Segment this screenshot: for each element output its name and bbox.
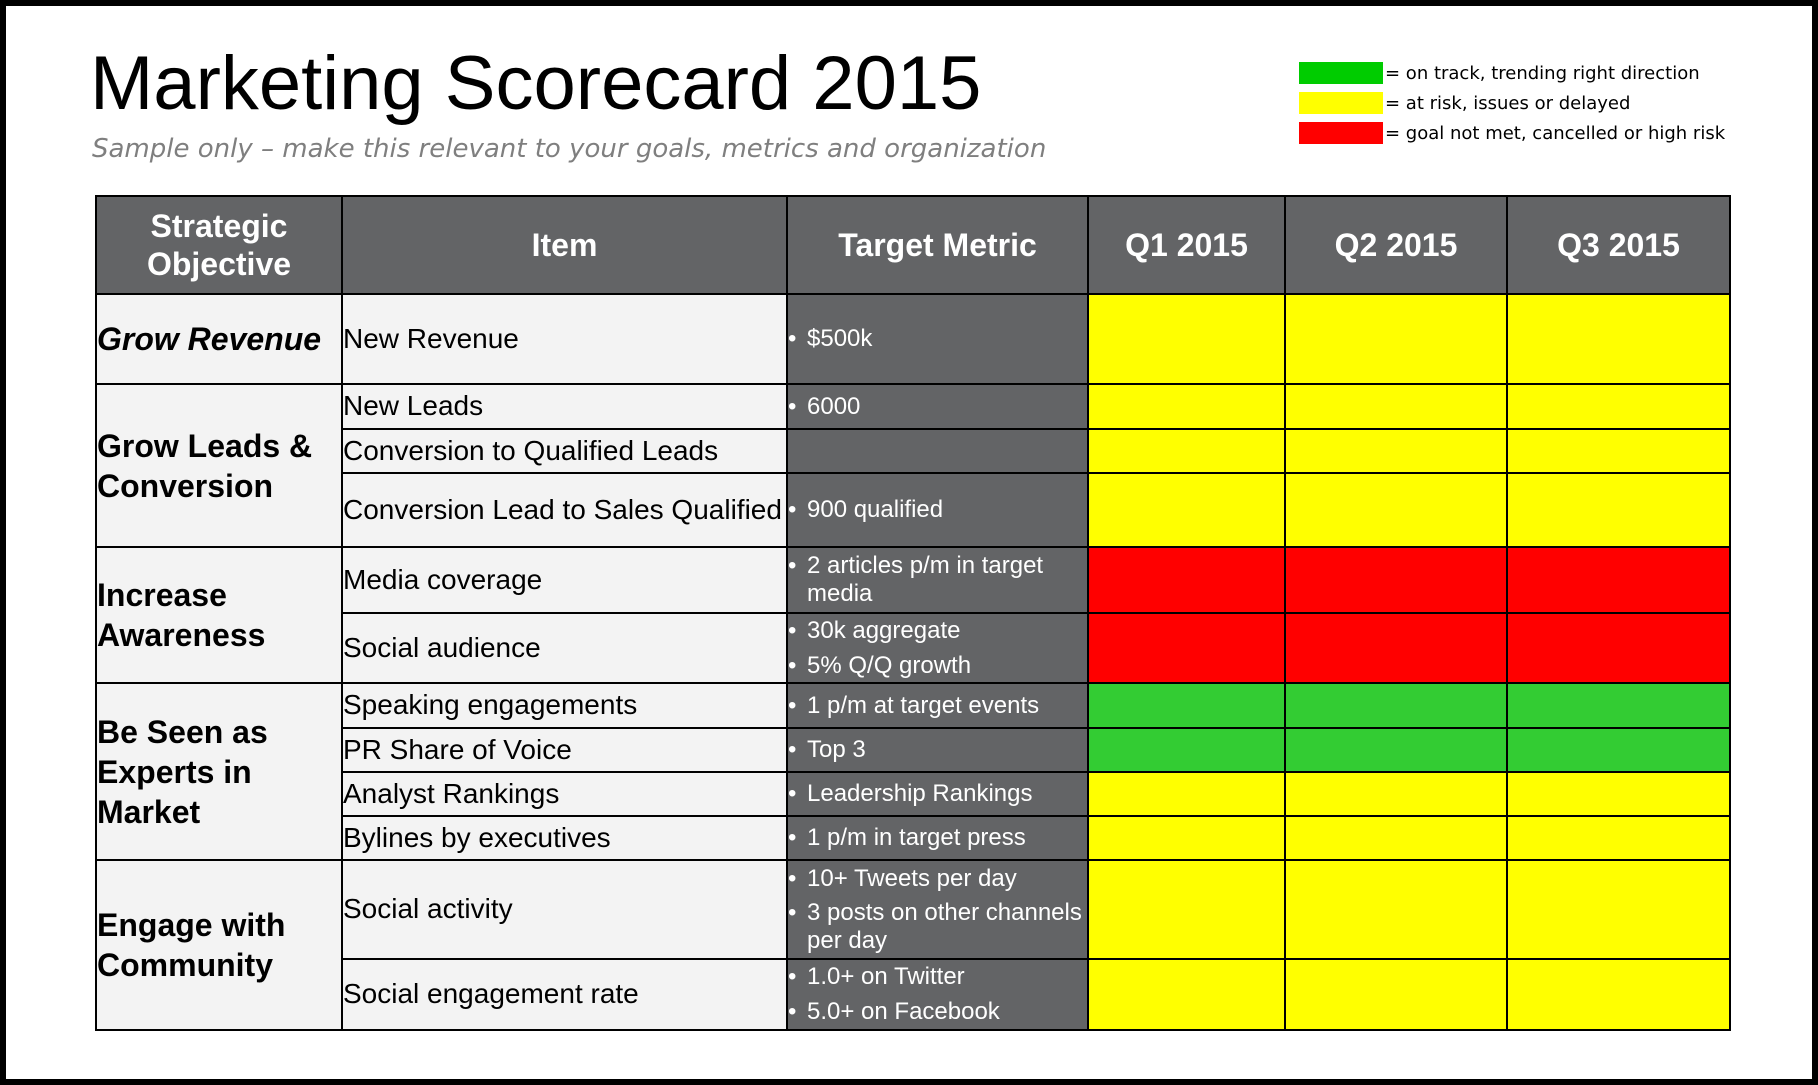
metric-bullet (788, 552, 1087, 607)
bullet-icon: • (788, 496, 797, 524)
status-q2 (1285, 547, 1507, 613)
metric-cell (787, 959, 1088, 1030)
status-q1 (1088, 473, 1285, 547)
scorecard-table (95, 195, 1731, 1031)
status-q3 (1507, 294, 1730, 384)
table-row (96, 816, 1730, 860)
table-row (96, 683, 1730, 728)
objective-engage-community: Engage with Community (96, 860, 342, 1030)
status-q3 (1507, 860, 1730, 959)
header-target-metric: Target Metric (787, 196, 1088, 294)
item-cell: Social audience (342, 613, 787, 683)
item-cell: Conversion to Qualified Leads (342, 429, 787, 473)
metric-bullet (788, 325, 1087, 353)
status-q1 (1088, 613, 1285, 683)
bullet-icon: • (788, 736, 797, 764)
metric-text: 6000 (807, 392, 861, 420)
status-q3 (1507, 728, 1730, 772)
page-subtitle: Sample only – make this relevant to your goals, metrics and organization (92, 134, 1047, 164)
objective-grow-revenue: Grow Revenue (96, 294, 342, 384)
metric-text: 1 p/m in target press (807, 824, 1026, 852)
metric-text: Leadership Rankings (807, 780, 1033, 808)
table-row (96, 473, 1730, 547)
header-q3-2015: Q3 2015 (1507, 196, 1730, 294)
status-q1 (1088, 384, 1285, 429)
metric-bullet (788, 780, 1087, 808)
status-q1 (1088, 860, 1285, 959)
metric-text: 10+ Tweets per day (807, 864, 1017, 892)
header-item: Item (342, 196, 787, 294)
legend-item-on-track (1299, 58, 1725, 88)
metric-text: Top 3 (807, 736, 866, 764)
metric-bullet (788, 998, 1087, 1026)
legend-swatch-red (1299, 122, 1383, 144)
metric-text: 30k aggregate (807, 616, 961, 644)
metric-bullet (788, 824, 1087, 852)
item-cell: Speaking engagements (342, 683, 787, 728)
table-row (96, 294, 1730, 384)
status-q2 (1285, 473, 1507, 547)
header-q2-2015: Q2 2015 (1285, 196, 1507, 294)
metric-text: 5.0+ on Facebook (807, 998, 1000, 1025)
metric-cell (787, 384, 1088, 429)
status-q2 (1285, 772, 1507, 816)
status-q2 (1285, 613, 1507, 683)
status-q3 (1507, 683, 1730, 728)
table-row (96, 384, 1730, 429)
metric-text: 5% Q/Q growth (807, 651, 972, 679)
objective-be-seen-as-experts: Be Seen as Experts in Market (96, 683, 342, 860)
table-row (96, 547, 1730, 613)
legend-label: = goal not met, cancelled or high risk (1385, 122, 1726, 144)
bullet-icon: • (788, 824, 797, 852)
status-legend (1299, 58, 1725, 148)
status-q1 (1088, 294, 1285, 384)
metric-bullet (788, 963, 1087, 991)
status-q2 (1285, 860, 1507, 959)
status-q2 (1285, 728, 1507, 772)
status-q1 (1088, 959, 1285, 1030)
header-q1-2015: Q1 2015 (1088, 196, 1285, 294)
status-q2 (1285, 816, 1507, 860)
metric-cell (787, 816, 1088, 860)
objective-grow-leads: Grow Leads & Conversion (96, 384, 342, 547)
table-row (96, 772, 1730, 816)
metric-bullet (788, 393, 1087, 421)
status-q1 (1088, 683, 1285, 728)
bullet-icon: • (788, 325, 797, 353)
table-row (96, 959, 1730, 1030)
status-q2 (1285, 959, 1507, 1030)
metric-text: 3 posts on other channels per day (807, 899, 1082, 954)
bullet-icon: • (788, 392, 797, 420)
legend-swatch-yellow (1299, 92, 1383, 114)
status-q2 (1285, 294, 1507, 384)
legend-label: = at risk, issues or delayed (1385, 92, 1631, 114)
item-cell: Analyst Rankings (342, 772, 787, 816)
metric-text: $500k (807, 325, 873, 353)
status-q3 (1507, 772, 1730, 816)
metric-bullet (788, 692, 1087, 720)
item-cell: Media coverage (342, 547, 787, 613)
bullet-icon: • (788, 616, 797, 644)
status-q1 (1088, 547, 1285, 613)
status-q3 (1507, 384, 1730, 429)
metric-cell (787, 613, 1088, 683)
metric-text: 1.0+ on Twitter (807, 963, 965, 991)
item-cell: New Revenue (342, 294, 787, 384)
metric-cell (787, 294, 1088, 384)
metric-cell (787, 429, 1088, 473)
status-q2 (1285, 384, 1507, 429)
table-row (96, 860, 1730, 959)
metric-bullet (788, 652, 1087, 680)
status-q3 (1507, 547, 1730, 613)
bullet-icon: • (788, 780, 797, 808)
status-q1 (1088, 816, 1285, 860)
legend-swatch-green (1299, 62, 1383, 84)
item-cell: New Leads (342, 384, 787, 429)
status-q1 (1088, 429, 1285, 473)
status-q3 (1507, 429, 1730, 473)
legend-item-not-met (1299, 118, 1725, 148)
bullet-icon: • (788, 963, 797, 991)
metric-cell (787, 860, 1088, 959)
table-header-row (96, 196, 1730, 294)
status-q3 (1507, 816, 1730, 860)
bullet-icon: • (788, 552, 797, 580)
bullet-icon: • (788, 864, 797, 892)
bullet-icon: • (788, 998, 797, 1025)
status-q2 (1285, 429, 1507, 473)
status-q1 (1088, 772, 1285, 816)
table-row (96, 429, 1730, 473)
metric-bullet (788, 736, 1087, 764)
metric-bullet (788, 617, 1087, 645)
metric-text: 1 p/m at target events (807, 691, 1040, 719)
status-q3 (1507, 959, 1730, 1030)
page-title: Marketing Scorecard 2015 (90, 41, 982, 126)
metric-bullet (788, 496, 1087, 524)
item-cell: PR Share of Voice (342, 728, 787, 772)
status-q3 (1507, 613, 1730, 683)
legend-label: = on track, trending right direction (1385, 62, 1700, 84)
objective-increase-awareness: Increase Awareness (96, 547, 342, 683)
metric-text: 900 qualified (807, 496, 944, 524)
status-q1 (1088, 728, 1285, 772)
table-row (96, 613, 1730, 683)
metric-cell (787, 772, 1088, 816)
header-strategic-objective: Strategic Objective (96, 196, 342, 294)
item-cell: Bylines by executives (342, 816, 787, 860)
item-cell: Social engagement rate (342, 959, 787, 1030)
metric-cell (787, 728, 1088, 772)
status-q3 (1507, 473, 1730, 547)
bullet-icon: • (788, 691, 797, 719)
metric-cell (787, 547, 1088, 613)
legend-item-at-risk (1299, 88, 1725, 118)
metric-text: 2 articles p/m in target media (807, 552, 1044, 607)
status-q2 (1285, 683, 1507, 728)
metric-cell (787, 683, 1088, 728)
table-row (96, 728, 1730, 772)
metric-bullet (788, 865, 1087, 893)
item-cell: Social activity (342, 860, 787, 959)
bullet-icon: • (788, 899, 797, 927)
item-cell: Conversion Lead to Sales Qualified (342, 473, 787, 547)
metric-cell (787, 473, 1088, 547)
bullet-icon: • (788, 651, 797, 679)
metric-bullet (788, 899, 1087, 954)
